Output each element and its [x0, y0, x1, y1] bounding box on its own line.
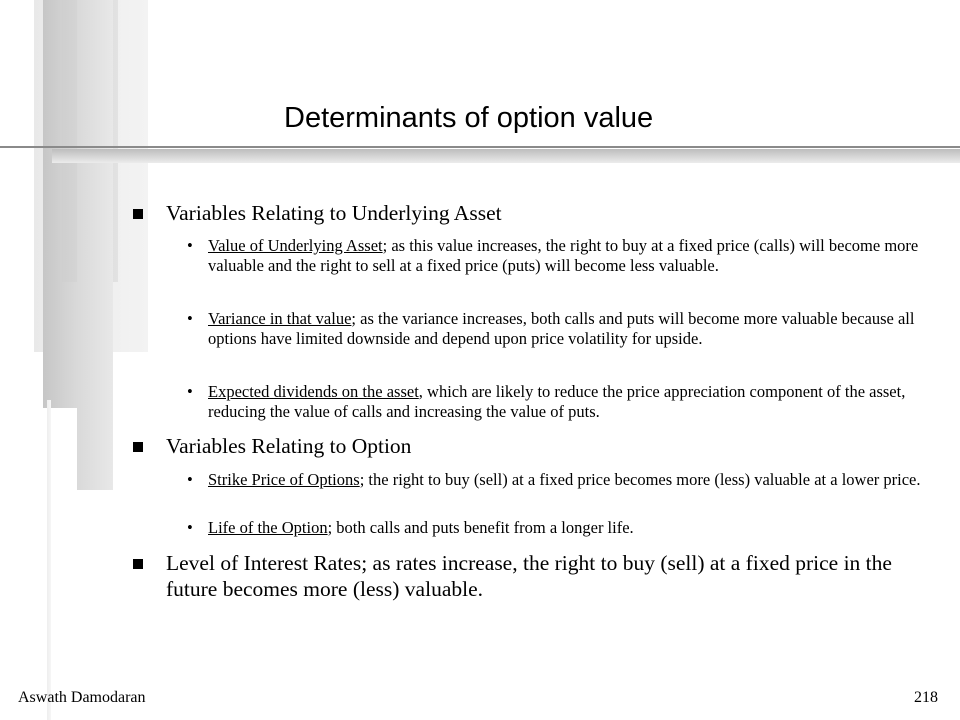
bullet-icon: • [187, 518, 193, 537]
item-text: , which are likely to reduce the price appreciation component of the asset, reducing the value of calls and increasing the value of puts. [208, 382, 906, 421]
item-term: Strike Price of Options [208, 470, 360, 489]
list-item [187, 309, 938, 349]
square-bullet-icon [133, 442, 143, 452]
item-term: Life of the Option [208, 518, 328, 537]
section-heading-text: Variables Relating to Underlying Asset [166, 201, 502, 225]
page-number: 218 [914, 689, 938, 706]
square-bullet-icon [133, 209, 143, 219]
section-heading-text: Variables Relating to Option [166, 434, 412, 458]
item-term: Value of Underlying Asset [208, 236, 383, 255]
bullet-icon: • [187, 236, 193, 255]
bullet-icon: • [187, 309, 193, 328]
list-item [187, 518, 938, 538]
section-heading-text: Level of Interest Rates; as rates increase, the right to buy (sell) at a fixed price in the future becomes more (less) valuable. [166, 551, 892, 601]
section-heading [166, 550, 896, 602]
item-text: ; the right to buy (sell) at a fixed price becomes more (less) valuable at a lower price. [359, 470, 921, 489]
item-term: Expected dividends on the asset [208, 382, 419, 401]
list-item [187, 382, 938, 422]
bullet-icon: • [187, 382, 193, 401]
item-text: ; as this value increases, the right to buy at a fixed price (calls) will become more valuable and the right to sell at a fixed price (puts) will become less valuable. [208, 236, 919, 275]
list-item [187, 470, 938, 490]
item-text: ; as the variance increases, both calls and puts will become more valuable because all options have limited downside and depend upon price volatility for upside. [208, 309, 915, 348]
slide-title: Determinants of option value [284, 102, 654, 134]
section-heading [166, 433, 411, 459]
item-text: ; both calls and puts benefit from a longer life. [327, 518, 634, 537]
item-term: Variance in that value [208, 309, 352, 328]
list-item [187, 236, 938, 276]
section-heading [166, 200, 502, 226]
square-bullet-icon [133, 559, 143, 569]
bullet-icon: • [187, 470, 193, 489]
footer-author: Aswath Damodaran [18, 689, 146, 706]
